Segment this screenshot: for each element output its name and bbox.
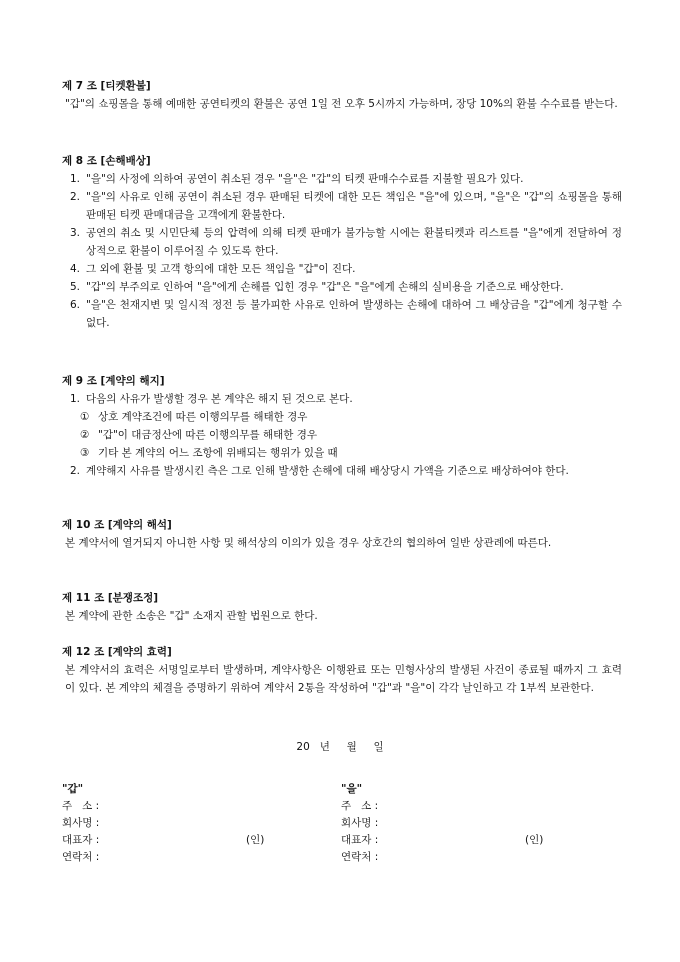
article-heading: 제 12 조 [계약의 효력] — [62, 646, 172, 658]
contact-field: 연락처 : — [341, 851, 379, 863]
item-text: 계약해지 사유를 발생시킨 측은 그로 인해 발생한 손해에 대해 배상당시 가액을 기준으로 배상하여야 한다. — [86, 465, 569, 477]
list-item — [62, 278, 622, 296]
item-text: "을"의 사유로 인해 공연이 취소된 경우 판매된 티켓에 대한 모든 책임은 "을"에 있으며, "을"은 "갑"의 쇼핑몰을 통해 판매된 티켓 판매대금을 고객에게 환불한다. — [86, 191, 622, 221]
address-field: 주 소 : — [341, 800, 379, 812]
item-number: 1. — [70, 393, 81, 405]
article-9 — [62, 372, 622, 480]
article-paragraph: 본 계약서의 효력은 서명일로부터 발생하며, 계약사항은 이행완료 또는 민형사상의 발생된 사건이 종료될 때까지 그 효력이 있다. 본 계약의 체결을 증명하기 위하여 계약서 2통을 작성하여 "갑"과 "을"이 각각 날인하고 각 1부씩 보관한다. — [65, 664, 622, 694]
item-number: 2. — [70, 465, 81, 477]
sub-item-mark: ③ — [80, 447, 90, 459]
list-item — [62, 260, 622, 278]
item-text: 공연의 취소 및 시민단체 등의 압력에 의해 티켓 판매가 불가능할 시에는 환불티켓과 리스트를 "을"에게 전달하여 정상적으로 환불이 이루어질 수 있도록 한다. — [86, 227, 622, 257]
item-number: 5. — [70, 281, 81, 293]
list-item — [62, 390, 622, 408]
article-paragraph: "갑"의 쇼핑몰을 통해 예매한 공연티켓의 환불은 공연 1일 전 오후 5시까지 가능하며, 장당 10%의 환불 수수료를 받는다. — [65, 98, 618, 110]
party-title: "갑" — [62, 783, 84, 795]
article-11 — [62, 589, 622, 625]
list-item — [62, 462, 622, 480]
article-7 — [62, 77, 622, 113]
party-eul — [341, 780, 581, 866]
item-number: 3. — [70, 227, 81, 239]
sub-item-text: "갑"이 대금정산에 따른 이행의무를 해태한 경우 — [98, 429, 318, 441]
article-heading: 제 10 조 [계약의 해석] — [62, 519, 172, 531]
representative-field — [341, 832, 581, 849]
company-field: 회사명 : — [62, 817, 100, 829]
seal-mark: (인) — [525, 834, 544, 846]
sub-item-mark: ① — [80, 411, 90, 423]
item-text: "을"은 천재지변 및 일시적 정전 등 불가피한 사유로 인하여 발생하는 손해에 대하여 그 배상금을 "갑"에게 청구할 수 없다. — [86, 299, 622, 329]
article-heading: 제 9 조 [계약의 해지] — [62, 375, 165, 387]
item-number: 6. — [70, 299, 81, 311]
contact-field: 연락처 : — [62, 851, 100, 863]
item-text: 다음의 사유가 발생할 경우 본 계약은 해지 된 것으로 본다. — [86, 393, 353, 405]
party-title: "을" — [341, 783, 363, 795]
article-heading: 제 7 조 [티켓환불] — [62, 80, 151, 92]
sub-item — [62, 408, 622, 426]
article-heading: 제 11 조 [분쟁조정] — [62, 592, 159, 604]
sub-item-mark: ② — [80, 429, 90, 441]
signature-date: 20 년 월 일 — [296, 741, 384, 753]
seal-mark: (인) — [246, 834, 265, 846]
list-item — [62, 188, 622, 224]
article-12 — [62, 643, 622, 697]
sub-item — [62, 426, 622, 444]
item-text: "갑"의 부주의로 인하여 "을"에게 손해를 입힌 경우 "갑"은 "을"에게 손해의 실비용을 기준으로 배상한다. — [86, 281, 564, 293]
list-item — [62, 170, 622, 188]
article-8 — [62, 152, 622, 332]
article-paragraph: 본 계약에 관한 소송은 "갑" 소재지 관할 법원으로 한다. — [65, 610, 318, 622]
address-field: 주 소 : — [62, 800, 100, 812]
representative-label: 대표자 : — [62, 834, 100, 846]
representative-field — [62, 832, 302, 849]
representative-label: 대표자 : — [341, 834, 379, 846]
item-text: 그 외에 환불 및 고객 항의에 대한 모든 책임을 "갑"이 진다. — [86, 263, 356, 275]
article-paragraph: 본 계약서에 열거되지 아니한 사항 및 해석상의 이의가 있을 경우 상호간의 협의하여 일반 상관례에 따른다. — [65, 537, 552, 549]
company-field: 회사명 : — [341, 817, 379, 829]
article-heading: 제 8 조 [손해배상] — [62, 155, 151, 167]
sub-item-text: 상호 계약조건에 따른 이행의무를 해태한 경우 — [98, 411, 308, 423]
item-number: 2. — [70, 191, 81, 203]
list-item — [62, 224, 622, 260]
item-number: 4. — [70, 263, 81, 275]
sub-item — [62, 444, 622, 462]
sub-item-text: 기타 본 계약의 어느 조항에 위배되는 행위가 있을 때 — [98, 447, 338, 459]
item-text: "을"의 사정에 의하여 공연이 취소된 경우 "을"은 "갑"의 티켓 판매수수료를 지불할 필요가 있다. — [86, 173, 524, 185]
item-number: 1. — [70, 173, 81, 185]
article-10 — [62, 516, 622, 552]
list-item — [62, 296, 622, 332]
party-gap — [62, 780, 302, 866]
